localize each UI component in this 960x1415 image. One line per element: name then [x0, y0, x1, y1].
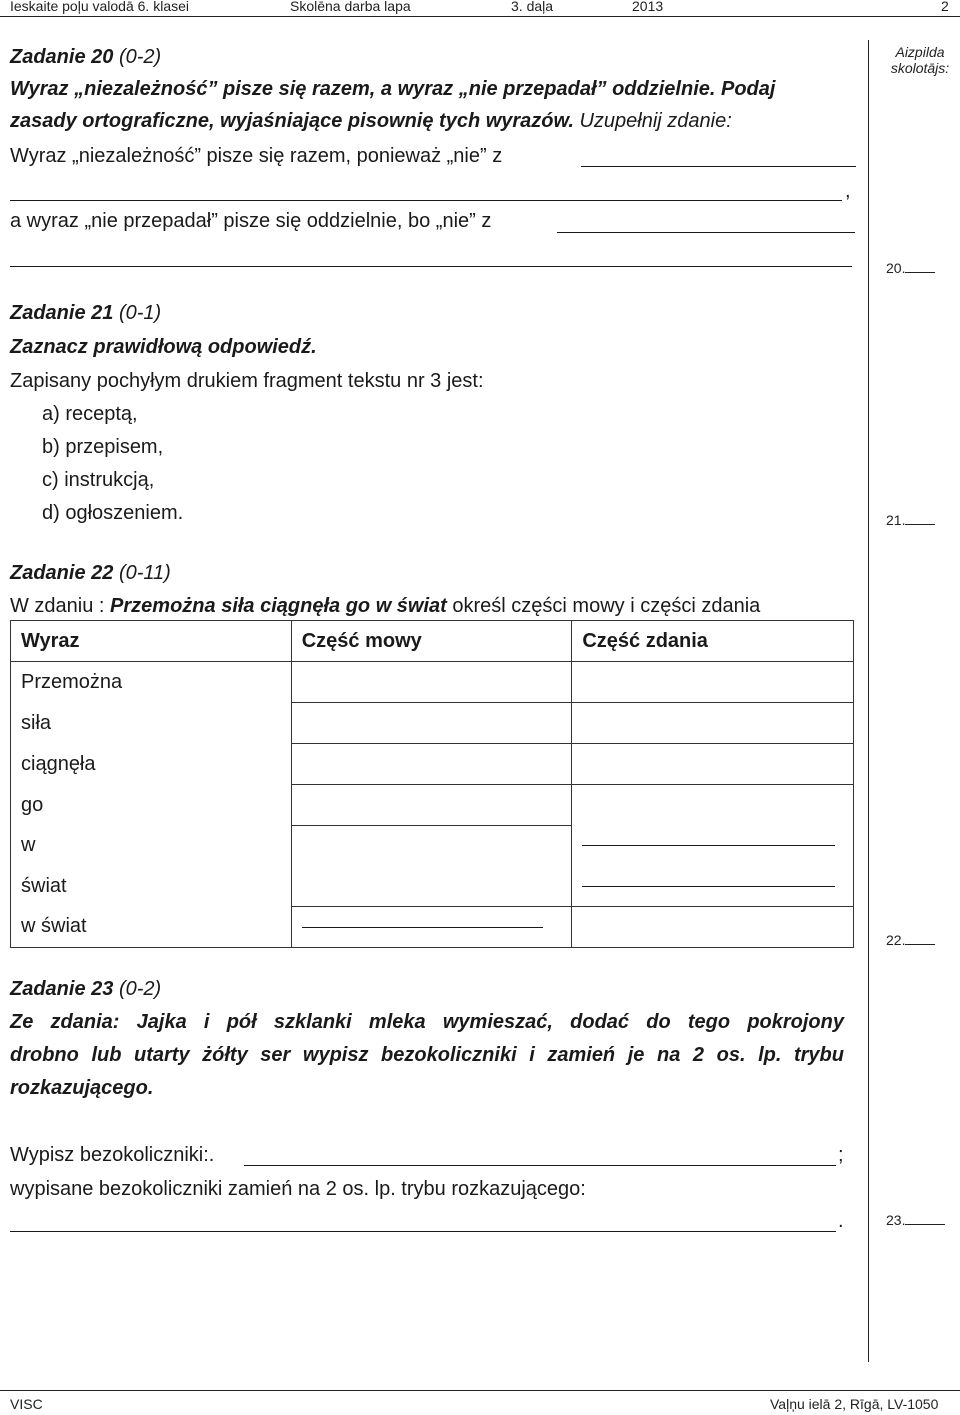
table-row [11, 744, 854, 785]
part-of-sentence-cell[interactable] [572, 785, 854, 826]
part-of-speech-cell[interactable] [291, 703, 572, 744]
task22-tail: określ części mowy i części zdania [446, 595, 761, 617]
word-cell: świat [11, 866, 292, 907]
task20-line-2: a wyraz „nie przepadał” pisze się oddzielnie, bo „nie” z [10, 210, 492, 232]
score-20 [886, 260, 935, 276]
table-row [11, 703, 854, 744]
task23-title: Zadanie 23 [10, 978, 114, 1000]
word-cell: siła [11, 703, 292, 744]
header-year: 2013 [632, 0, 664, 14]
task22-lead: W zdaniu : [10, 595, 111, 617]
part-of-sentence-cell-crossed [572, 866, 854, 907]
task21-option-b[interactable]: b) przepisem, [42, 436, 164, 458]
part-of-speech-cell[interactable] [291, 826, 572, 867]
task20-heading [10, 46, 161, 69]
col-header-part-of-speech: Część mowy [291, 621, 572, 662]
task20-answer-line-3[interactable] [557, 232, 855, 233]
task23-semicolon: ; [838, 1144, 844, 1166]
task20-instruction-1: Wyraz „niezależność” pisze się razem, a wyraz „nie przepadał” oddzielnie. Podaj [10, 78, 776, 100]
task21-option-c[interactable]: c) instrukcją, [42, 469, 155, 491]
task21-instruction: Zaznacz prawidłową odpowiedź. [10, 336, 317, 358]
word-cell: go [11, 785, 292, 826]
grader-label [880, 44, 960, 76]
task23-period: . [838, 1210, 844, 1232]
part-of-sentence-cell[interactable] [572, 744, 854, 785]
part-of-sentence-cell[interactable] [572, 703, 854, 744]
part-of-sentence-cell[interactable] [572, 662, 854, 703]
word-cell: ciągnęła [11, 744, 292, 785]
table-row [11, 907, 854, 948]
footer-rule [0, 1390, 960, 1391]
task21-option-d[interactable]: d) ogłoszeniem. [42, 502, 184, 524]
word-cell: Przemożna [11, 662, 292, 703]
table-header-row [11, 621, 854, 662]
margin-divider [868, 40, 869, 1362]
task21-heading [10, 302, 161, 325]
task21-title: Zadanie 21 [10, 302, 114, 324]
task23-write-prompt-1: Wypisz bezokoliczniki:. [10, 1144, 215, 1166]
score-21 [886, 512, 935, 528]
grader-label-line1: Aizpilda [895, 44, 945, 60]
score-22 [886, 932, 935, 948]
parts-of-speech-table [10, 620, 854, 948]
crossed-out-line [302, 927, 544, 928]
task23-points: (0-2) [113, 978, 162, 1000]
header-part: 3. daļa [511, 0, 554, 14]
table-row [11, 785, 854, 826]
crossed-out-line [582, 845, 835, 846]
score-23-blank[interactable] [905, 1212, 945, 1225]
part-of-speech-cell[interactable] [291, 744, 572, 785]
task20-comma: , [845, 180, 851, 202]
score-21-label: 21. [886, 512, 906, 528]
score-23 [886, 1212, 945, 1228]
task20-instruction-2 [10, 110, 732, 133]
table-row [11, 662, 854, 703]
task22-title: Zadanie 22 [10, 562, 114, 584]
score-21-blank[interactable] [905, 512, 935, 525]
part-of-speech-cell[interactable] [291, 866, 572, 907]
task21-question: Zapisany pochyłym drukiem fragment tekstu nr 3 jest: [10, 370, 484, 392]
score-23-label: 23. [886, 1212, 906, 1228]
task23-heading [10, 978, 161, 1001]
header-page: 2 [941, 0, 949, 14]
word-cell: w [11, 826, 292, 867]
grader-label-line2: skolotājs: [890, 60, 950, 76]
header-left: Ieskaite poļu valodā 6. klasei [10, 0, 189, 14]
part-of-speech-cell-crossed [291, 907, 572, 948]
col-header-word: Wyraz [11, 621, 292, 662]
footer-right: Vaļņu ielā 2, Rīgā, LV-1050 [770, 1396, 939, 1412]
part-of-sentence-cell-crossed [572, 826, 854, 867]
task20-answer-line-4[interactable] [10, 266, 852, 267]
task22-heading [10, 562, 171, 585]
task22-instruction [10, 595, 760, 618]
col-header-part-of-sentence: Część zdania [572, 621, 854, 662]
header-center: Skolēna darba lapa [290, 0, 411, 14]
task23-instruction-1: Ze zdania: Jajka i pół szklanki mleka wymieszać, dodać do tego pokrojony [10, 1011, 844, 1033]
part-of-speech-cell[interactable] [291, 662, 572, 703]
task23-write-prompt-2: wypisane bezokoliczniki zamień na 2 os. lp. trybu rozkazującego: [10, 1178, 586, 1200]
task20-points: (0-2) [113, 46, 162, 68]
part-of-speech-cell[interactable] [291, 785, 572, 826]
task22-sentence: Przemożna siła ciągnęła go w świat [110, 595, 447, 617]
table-row [11, 826, 854, 867]
footer-left: VISC [10, 1396, 43, 1412]
task22-points: (0-11) [113, 562, 171, 584]
task20-title: Zadanie 20 [10, 46, 114, 68]
task20-answer-line-2[interactable] [10, 200, 842, 201]
part-of-sentence-cell[interactable] [572, 907, 854, 948]
crossed-out-line [582, 886, 835, 887]
score-22-blank[interactable] [905, 932, 935, 945]
task23-instruction-3: rozkazującego. [10, 1077, 154, 1099]
header-rule [0, 16, 960, 17]
score-20-label: 20. [886, 260, 906, 276]
task20-answer-line-1[interactable] [581, 166, 856, 167]
task23-instruction-2: drobno lub utarty żółty ser wypisz bezokoliczniki i zamień je na 2 os. lp. trybu [10, 1044, 844, 1066]
task21-points: (0-1) [113, 302, 162, 324]
task21-option-a[interactable]: a) receptą, [42, 403, 138, 425]
word-cell: w świat [11, 907, 292, 948]
task20-instruction-2b: Uzupełnij zdanie: [573, 110, 732, 132]
task23-answer-line-1[interactable] [244, 1165, 836, 1166]
task20-instruction-2a: zasady ortograficzne, wyjaśniające pisownię tych wyrazów. [10, 110, 574, 132]
score-20-blank[interactable] [905, 260, 935, 273]
task20-line-1: Wyraz „niezależność” pisze się razem, ponieważ „nie” z [10, 145, 503, 167]
table-row [11, 866, 854, 907]
task23-answer-line-2[interactable] [10, 1231, 836, 1232]
score-22-label: 22. [886, 932, 906, 948]
